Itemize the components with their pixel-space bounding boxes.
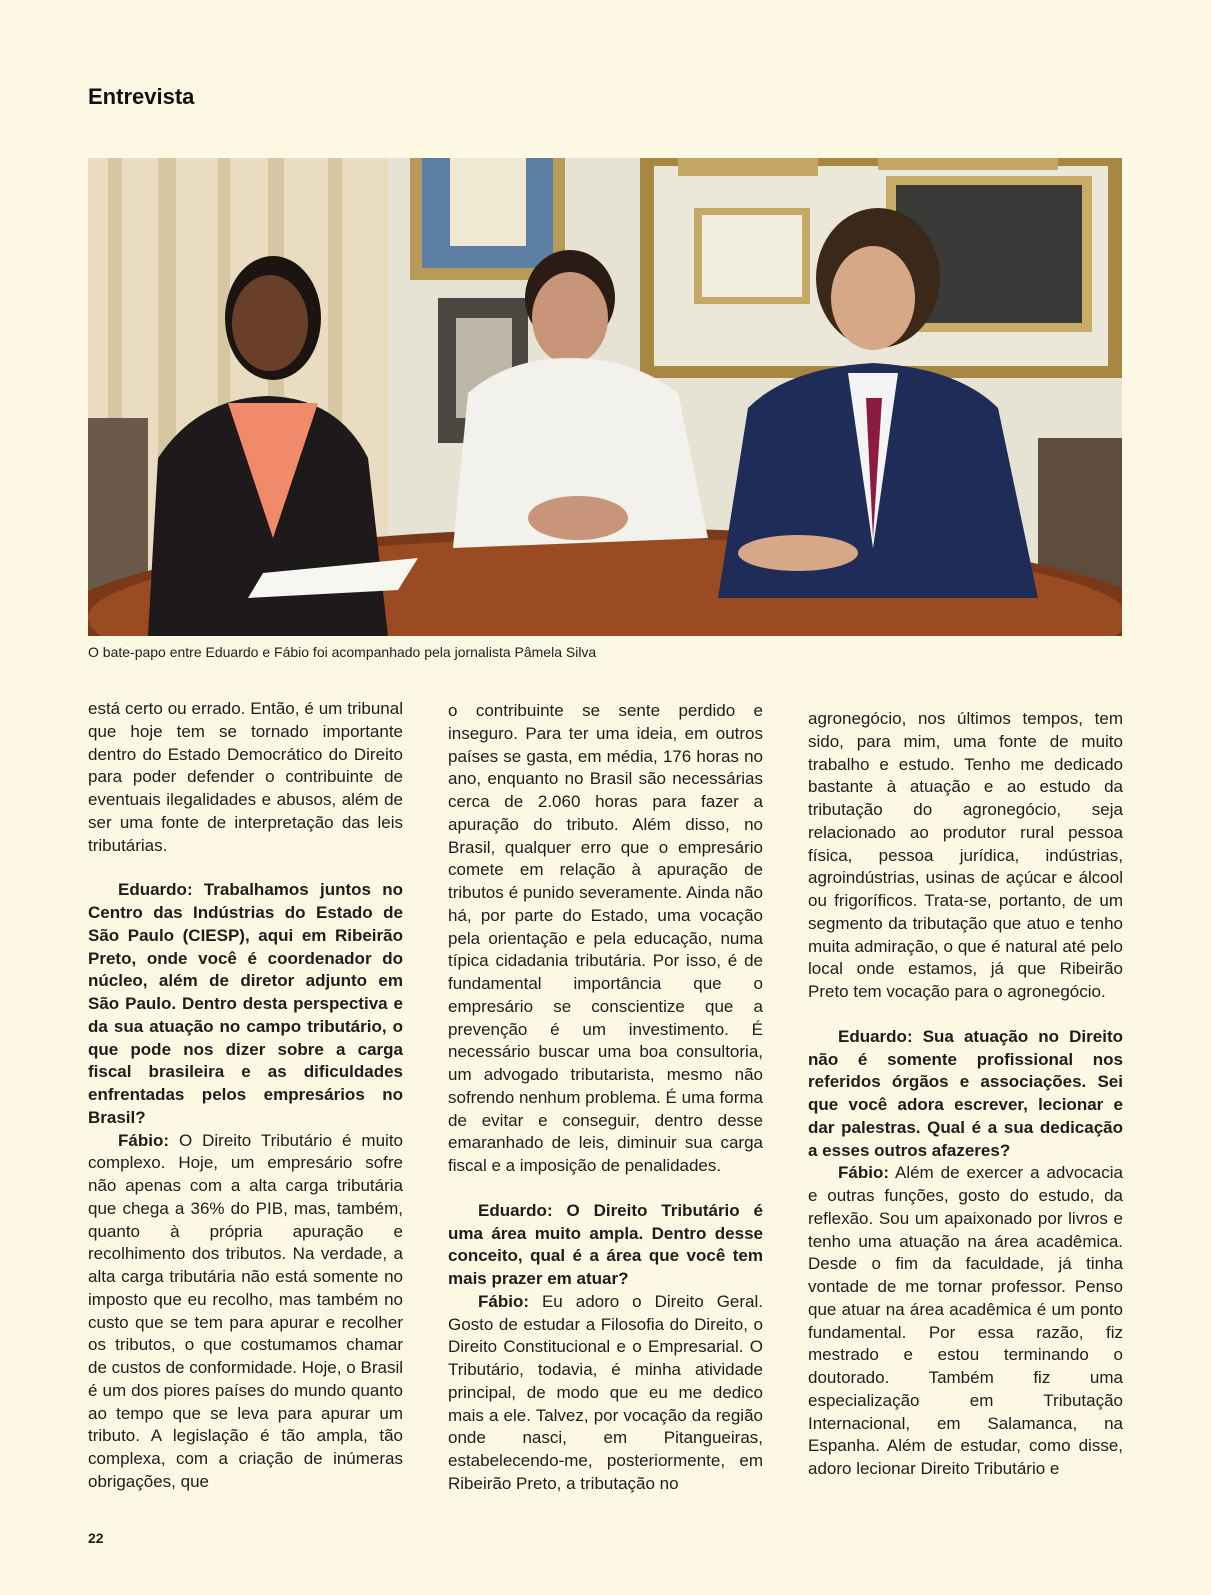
- paragraph: está certo ou errado. Então, é um tribunal que hoje tem se tornado importante dentro do Estado Democrático do Direito para poder defender o contribuinte de eventuais ilegalidades e abusos, além de ser uma fonte de interpretação das leis tributárias.: [88, 699, 403, 855]
- speaker-label: Fábio:: [478, 1291, 529, 1311]
- interview-answer: [808, 1162, 1123, 1481]
- article-column-2: [448, 700, 763, 1496]
- interview-answer: [448, 1291, 763, 1496]
- paragraph: agronegócio, nos últimos tempos, tem sido, para mim, uma fonte de muito trabalho e estudo. Tenho me dedicado bastante à atuação e ao estudo da tributação do agronegócio, seja relacionado ao produtor rural pessoa física, pessoa jurídica, indústrias, agroindústrias, usinas de açúcar e álcool ou frigoríficos. Trata-se, portanto, de um segmento da tributação que atuo e tenho muita admiração, o que é natural até pelo local onde estamos, já que Ribeirão Preto tem vocação para o agronegócio.: [808, 709, 1123, 1001]
- answer-text: Além de exercer a advocacia e outras funções, gosto do estudo, da reflexão. Sou um apaixonado por livros e tenho uma atuação na área acadêmica. Desde o fim da faculdade, já tinha vontade de me tornar professor. Penso que atuar na área acadêmica é um ponto fundamental. Por essa razão, fiz mestrado e estou terminando o doutorado. Também fiz uma especialização em Tributação Internacional, em Salamanca, na Espanha. Além de estudar, como disse, adoro lecionar Direito Tributário e: [808, 1163, 1123, 1478]
- speaker-label: Fábio:: [838, 1163, 889, 1183]
- answer-text: Eu adoro o Direito Geral. Gosto de estudar a Filosofia do Direito, o Direito Constitucional e o Empresarial. O Tributário, todavia, é minha atividade principal, de modo que eu me dedico mais a ele. Talvez, por vocação da região onde nasci, em Pitangueiras, estabelecendo-me, posteriormente, em Ribeirão Preto, a tributação no: [448, 1291, 763, 1493]
- paragraph: o contribuinte se sente perdido e inseguro. Para ter uma ideia, em outros países se gasta, em média, 176 horas no ano, enquanto no Brasil são necessárias cerca de 2.060 horas para fazer a apuração do tributo. Além disso, no Brasil, qualquer erro que o empresário comete em relação à apuração de tributos é punido severamente. Ainda não há, por parte do Estado, uma vocação pela orientação e pela educação, numa típica cidadania tributária. Por isso, é de fundamental importância que o empresário se conscientize que a prevenção é um investimento. É necessário buscar uma boa consultoria, um advogado tributarista, mesmo não sofrendo nenhum problema. É uma forma de evitar e conseguir, dentro desse emaranhado de leis, diminuir sua carga fiscal e a imposição de penalidades.: [448, 701, 763, 1175]
- section-title: Entrevista: [88, 84, 195, 109]
- answer-text: O Direito Tributário é muito complexo. Hoje, um empresário sofre não apenas com a alta carga tributária que chega a 36% do PIB, mas, também, quanto à própria apuração e recolhimento dos tributos. Na verdade, a alta carga tributária não está somente no imposto que eu recolho, mas também no custo que se tem para apurar e recolher os tributos, o que costumamos chamar de custos de conformidade. Hoje, o Brasil é um dos piores países do mundo quanto ao tempo que se leva para apurar um tributo. A legislação é tão ampla, tão complexa, com a criação de inúmeras obrigações, que: [88, 1130, 403, 1491]
- interview-question: Eduardo: Trabalhamos juntos no Centro das Indústrias do Estado de São Paulo (CIESP), aqui em Ribeirão Preto, onde você é coordenador do núcleo, além de diretor adjunto em São Paulo. Dentro desta perspectiva e da sua atuação no campo tributário, o que pode nos dizer sobre a carga fiscal brasileira e as dificuldades enfrentadas pelos empresários no Brasil?: [88, 880, 403, 1127]
- speaker-label: Fábio:: [118, 1130, 169, 1150]
- page-number: 22: [88, 1530, 104, 1546]
- interview-photo: [88, 158, 1122, 636]
- photo-caption: O bate-papo entre Eduardo e Fábio foi acompanhado pela jornalista Pâmela Silva: [88, 644, 597, 660]
- interview-question: Eduardo: Sua atuação no Direito não é somente profissional nos referidos órgãos e associações. Sei que você adora escrever, lecionar e dar palestras. Qual é a sua dedicação a esses outros afazeres?: [808, 1026, 1123, 1160]
- interview-photo-illustration: [88, 158, 1122, 636]
- article-column-1: [88, 698, 403, 1494]
- interview-question: Eduardo: O Direito Tributário é uma área muito ampla. Dentro desse conceito, qual é a área que você tem mais prazer em atuar?: [448, 1200, 763, 1288]
- article-column-3: [808, 708, 1123, 1481]
- interview-answer: [88, 1130, 403, 1494]
